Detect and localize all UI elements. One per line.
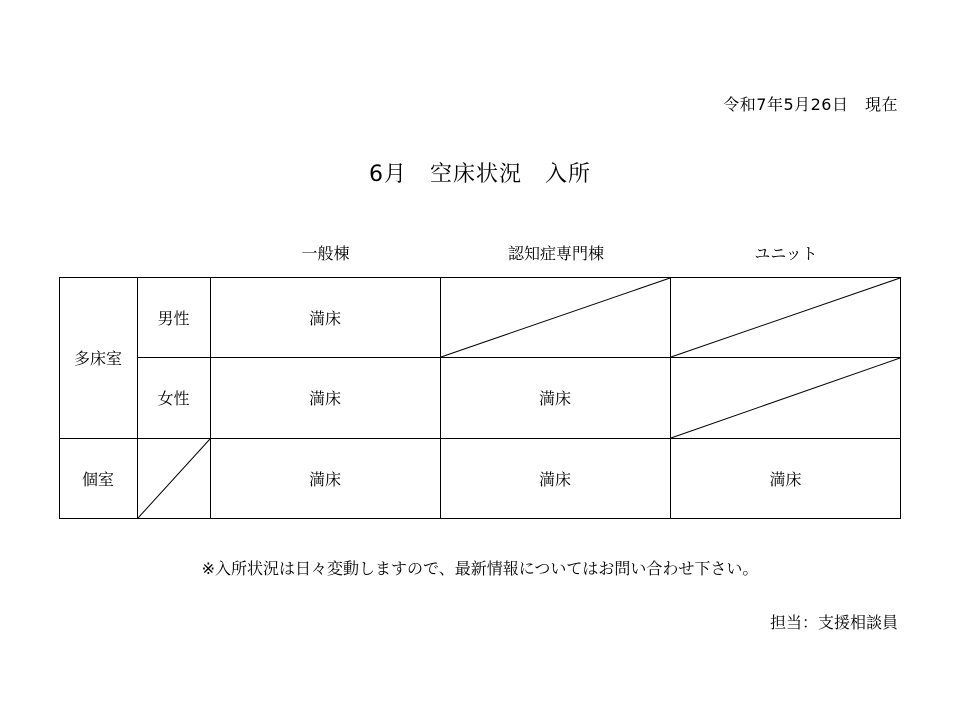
column-header-unit: ユニット xyxy=(754,244,818,263)
row-group-multi: 多床室 xyxy=(73,349,122,368)
signature-line: 担当：支援相談員 xyxy=(769,613,898,632)
sub-row-male: 男性 xyxy=(157,308,190,328)
cell-multi-female-general: 満床 xyxy=(308,389,341,408)
footnote: ※入所状況は日々変動しますので、最新情報についてはお問い合わせ下さい。 xyxy=(201,559,759,578)
cell-multi-male-general: 満床 xyxy=(308,308,341,328)
na-slash-multi-female-unit xyxy=(671,358,900,438)
cell-private-general: 満床 xyxy=(308,470,341,489)
sub-row-female: 女性 xyxy=(157,389,190,408)
na-slash-multi-male-unit xyxy=(671,278,900,357)
date-line: 令和7年5月26日 現在 xyxy=(723,95,898,114)
vacancy-table xyxy=(59,277,901,519)
na-slash-multi-male-dementia xyxy=(441,278,670,357)
na-slash-private-sub xyxy=(138,439,210,518)
cell-multi-female-dementia: 満床 xyxy=(538,389,571,408)
column-header-dementia: 認知症専門棟 xyxy=(507,244,604,263)
cell-private-unit: 満床 xyxy=(769,470,802,489)
cell-private-dementia: 満床 xyxy=(538,470,571,489)
page-title: 6月 空床状況 入所 xyxy=(369,162,591,187)
column-header-general: 一般棟 xyxy=(301,244,350,263)
row-group-private: 個室 xyxy=(81,470,114,489)
